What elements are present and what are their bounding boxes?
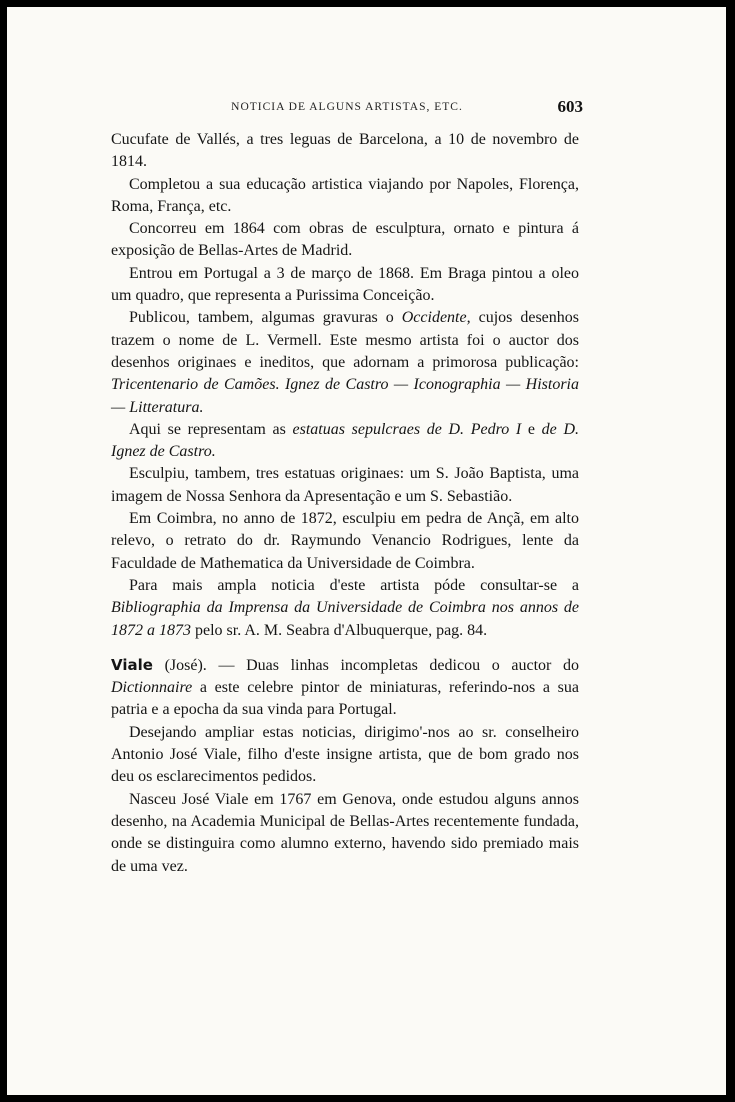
paragraph: Desejando ampliar estas noticias, dirigimo'-nos ao sr. conselheiro Antonio José Viale, filho d'este insigne artista, que de bom grado nos deu os esclarecimentos pedidos. — [111, 723, 579, 786]
italic-title: Occidente, — [401, 309, 471, 327]
text-run: a este celebre pintor de miniaturas, referindo-nos a sua patria e a epocha da sua vinda para Portugal. — [111, 679, 579, 719]
paragraph: Concorreu em 1864 com obras de esculptura, ornato e pintura á exposição de Bellas-Artes de Madrid. — [111, 220, 579, 260]
text-run: (José). — Duas linhas incompletas dedicou o auctor do — [152, 656, 579, 674]
text-run: Publicou, tambem, algumas gravuras o — [129, 309, 402, 327]
running-title: NOTICIA DE ALGUNS ARTISTAS, ETC. — [231, 101, 463, 113]
entry-name: Viale — [111, 655, 153, 674]
paragraph: Nasceu José Viale em 1767 em Genova, onde estudou alguns annos desenho, na Academia Municipal de Bellas-Artes recentemente fundada, onde se distinguira como alumno externo, havendo sido premiado mais de uma vez. — [111, 790, 579, 875]
paragraph: Esculpiu, tambem, tres estatuas originaes: um S. João Baptista, uma imagem de Nossa Senhora da Apresentação e um S. Sebastião. — [111, 465, 579, 505]
paragraph: Cucufate de Vallés, a tres leguas de Barcelona, a 10 de novembro de 1814. — [111, 131, 579, 171]
entry-paragraph — [111, 654, 579, 722]
text-run: cujos desenhos trazem o nome de L. Vermell. Este mesmo artista foi o auctor dos desenhos originaes e ineditos, que adornam a primorosa publicação: — [111, 309, 579, 371]
paragraph: Entrou em Portugal a 3 de março de 1868. Em Braga pintou a oleo um quadro, que representa a Purissima Conceição. — [111, 264, 579, 305]
italic-title: estatuas sepulcraes de D. Pedro I — [292, 420, 522, 438]
paragraph: Em Coimbra, no anno de 1872, esculpiu em pedra de Ançã, em alto relevo, o retrato do dr. Raymundo Venancio Rodrigues, lente da Faculdade de Mathematica da Universidade de Coimbra. — [111, 510, 579, 572]
text-run: pelo sr. A. M. Seabra d'Albuquerque, pag. 84. — [191, 621, 488, 639]
text-run: Para mais ampla noticia d'este artista póde consultar-se a — [129, 576, 579, 594]
body-text — [111, 129, 579, 878]
paragraph — [111, 575, 579, 642]
page-number: 603 — [557, 97, 583, 116]
italic-title: Bibliographia da Imprensa da Universidade de Coimbra nos annos de 1872 a 1873 — [111, 599, 579, 639]
italic-title: Dictionnaire — [111, 679, 193, 697]
paragraph — [111, 307, 579, 418]
text-run: e — [521, 420, 542, 438]
page-header — [111, 97, 583, 121]
italic-title: de D. Ignez de Castro. — [111, 420, 579, 461]
book-page — [7, 7, 726, 1095]
paragraph — [111, 419, 579, 464]
text-run: Aqui se representam as — [129, 420, 293, 438]
paragraph: Completou a sua educação artistica viajando por Napoles, Florença, Roma, França, etc. — [111, 175, 579, 215]
italic-title: Tricentenario de Camões. Ignez de Castro — Iconographia — Historia — Litteratura. — [111, 376, 579, 416]
